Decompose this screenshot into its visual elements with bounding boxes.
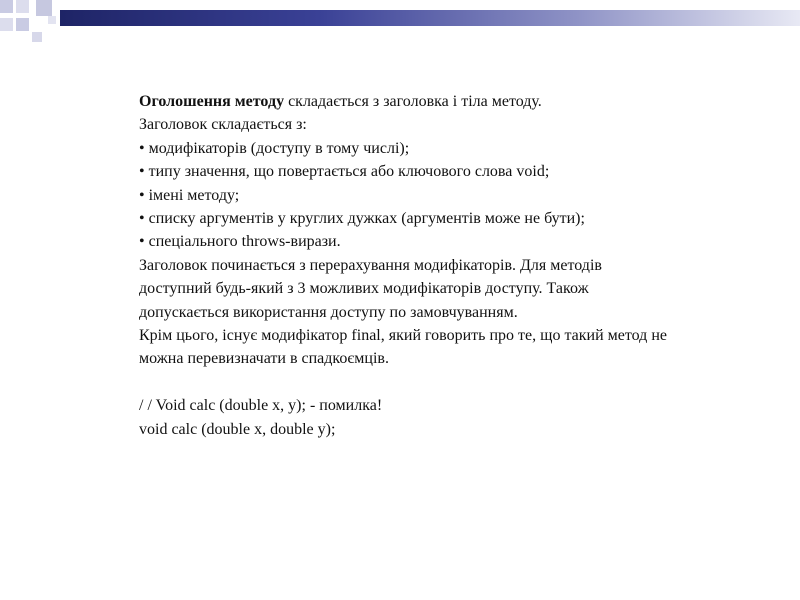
bullet-item: • типу значення, що повертається або ключового слова void; (139, 163, 550, 181)
header-parts-line: Заголовок складається з: (139, 116, 307, 134)
decor-square (36, 0, 52, 16)
bullet-item: • імені методу; (139, 186, 240, 204)
bullet-item: • модифікаторів (доступу в тому числі); (139, 139, 410, 157)
bullet-item: • спеціального throws-вирази. (139, 233, 341, 251)
slide-text (139, 90, 669, 441)
code-ok-line: void calc (double x, double y); (139, 420, 336, 438)
intro-bold: Оголошення методу (139, 93, 285, 110)
modifiers-paragraph: Заголовок починається з перерахування модифікаторів. Для методів доступний будь-який з 3 можливих модифікаторів доступу. Також допускається використання доступу по замовчуванням. (139, 256, 602, 321)
decor-square (16, 0, 29, 13)
code-error-line: / / Void calc (double x, y); - помилка! (139, 397, 383, 415)
decor-square (48, 16, 56, 24)
intro-rest: складається з заголовка і тіла методу. (284, 93, 542, 110)
decor-square (0, 0, 13, 13)
intro-line (139, 90, 669, 113)
bullet-item: • списку аргументів у круглих дужках (аргументів може не бути); (139, 210, 585, 228)
decor-square (32, 32, 42, 42)
spacer (139, 371, 669, 394)
decor-square (16, 18, 29, 31)
header-bar (60, 10, 800, 26)
final-paragraph: Крім цього, існує модифікатор final, який говорить про те, що такий метод не можна перевизначати в спадкоємців. (139, 327, 667, 368)
decor-square (0, 18, 13, 31)
